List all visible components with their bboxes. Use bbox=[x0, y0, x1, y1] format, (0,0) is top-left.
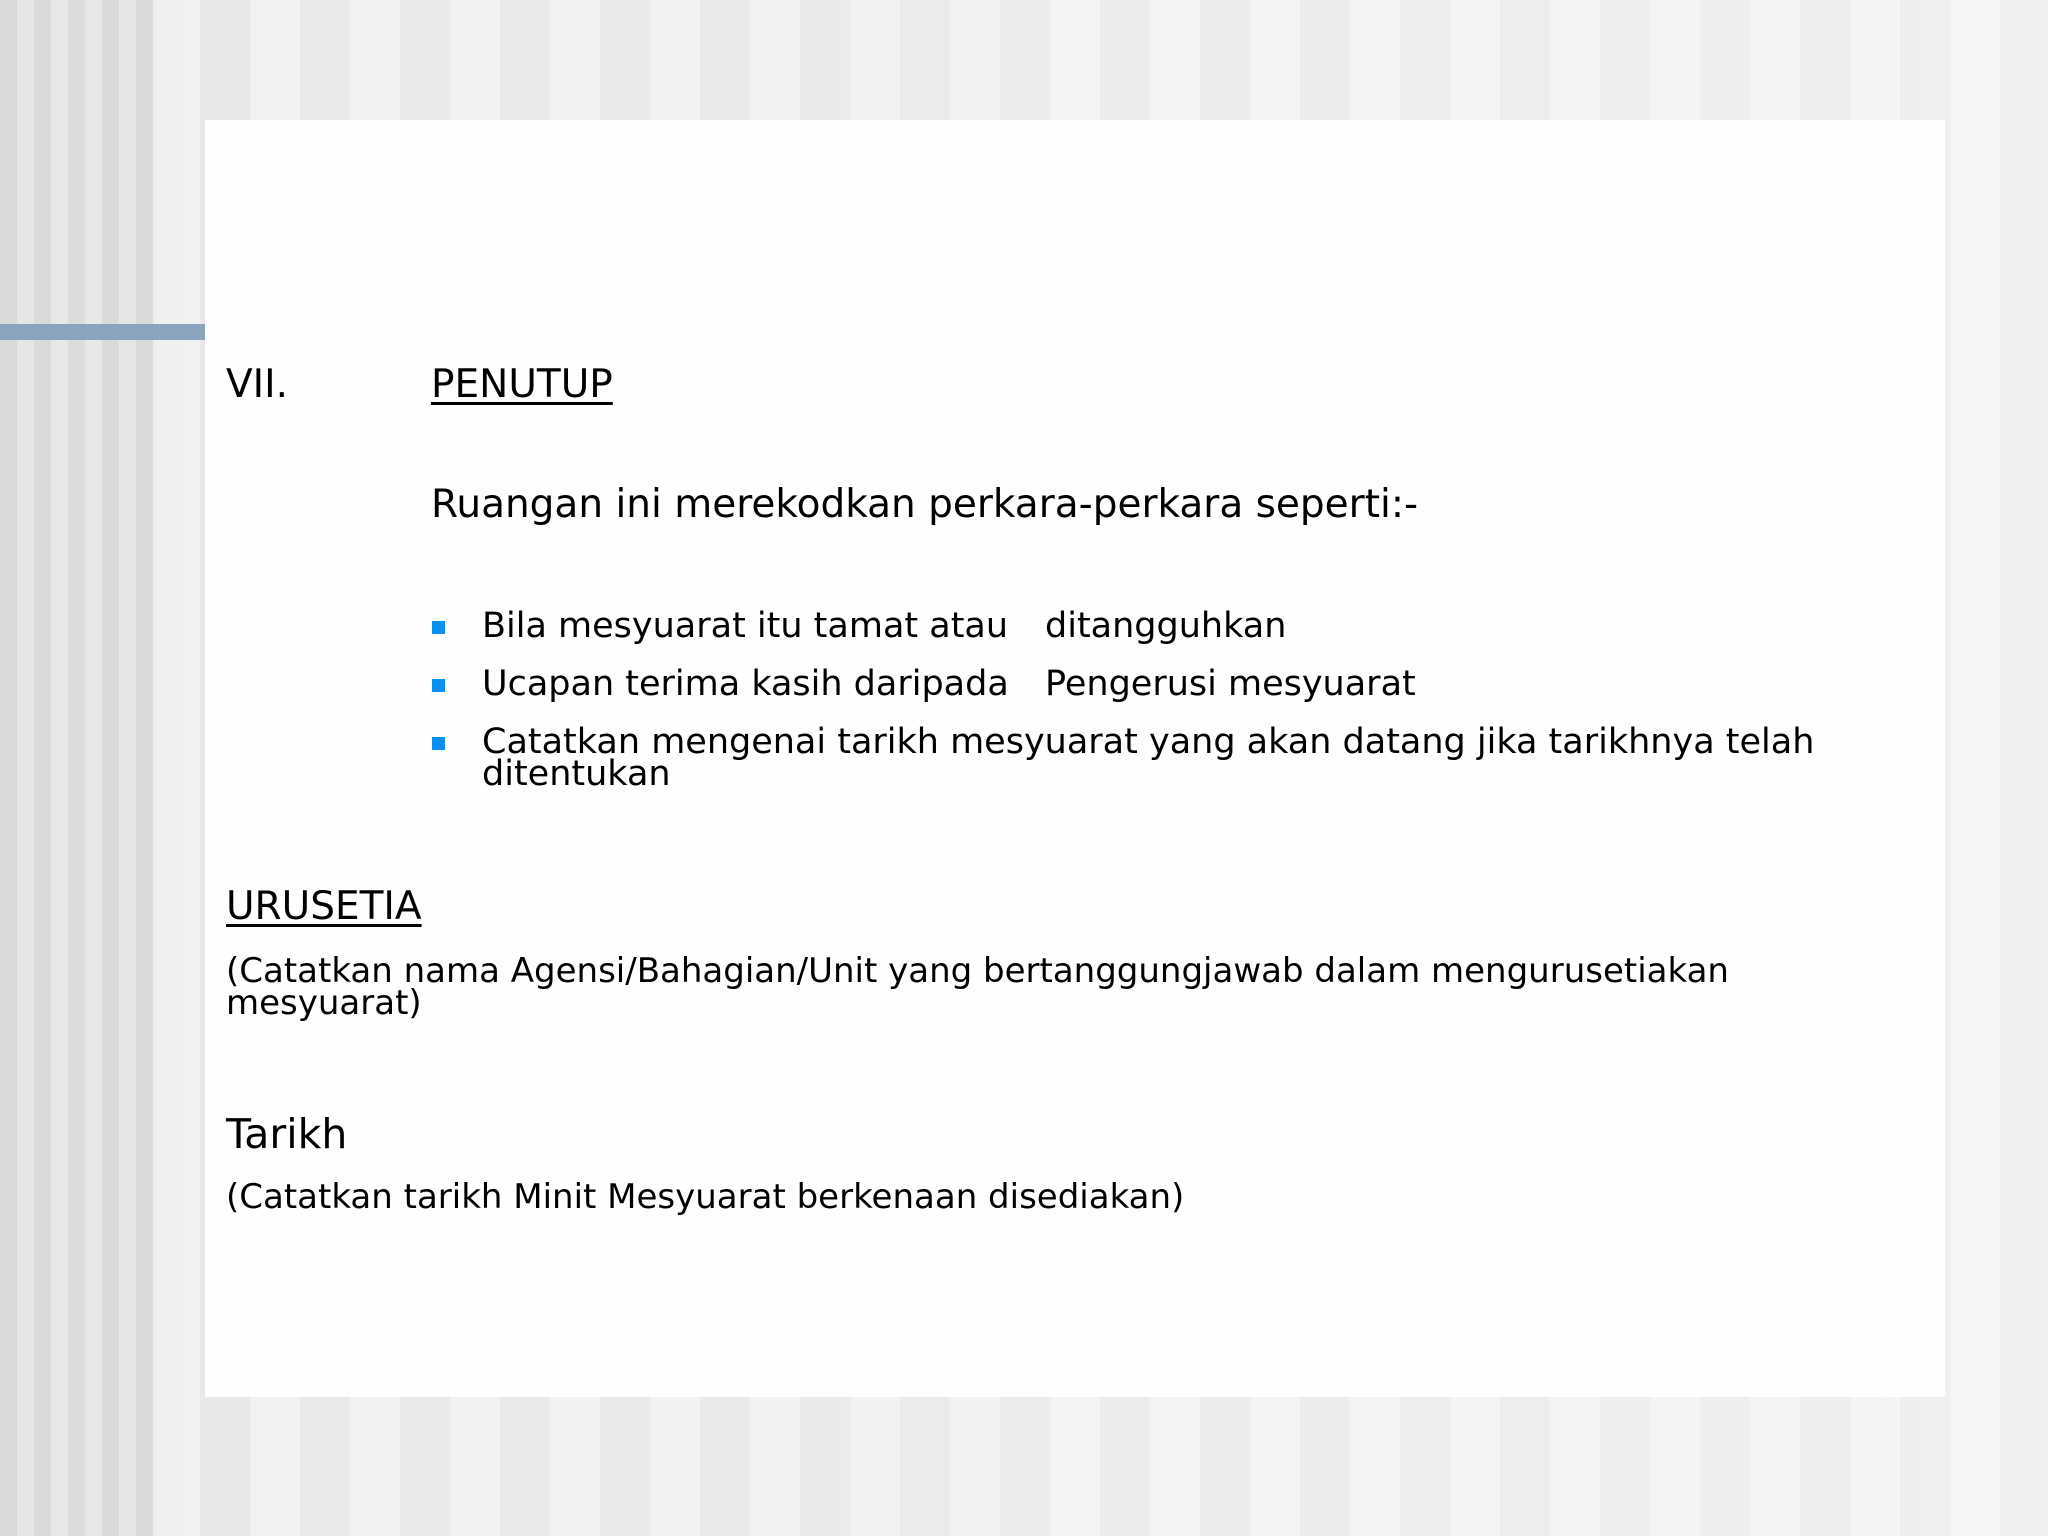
urusetia-note-line1: (Catatkan nama Agensi/Bahagian/Unit yang bertanggungjawab dalam mengurusetiakan bbox=[226, 951, 1729, 991]
urusetia-heading: URUSETIA bbox=[226, 884, 422, 929]
accent-bar bbox=[0, 324, 205, 340]
bullet-icon bbox=[432, 679, 445, 692]
list-item bbox=[482, 606, 1008, 646]
list-item-text-2: ditangguhkan bbox=[1045, 606, 1287, 646]
list-item-text: Ucapan terima kasih daripada bbox=[482, 664, 1009, 704]
background-stripes bbox=[0, 0, 153, 1536]
list-item bbox=[482, 722, 1814, 762]
tarikh-note: (Catatkan tarikh Minit Mesyuarat berkenaan disediakan) bbox=[226, 1177, 1185, 1217]
list-item-text-2: ditentukan bbox=[482, 754, 671, 794]
urusetia-note-line2: mesyuarat) bbox=[226, 983, 422, 1023]
list-item-text: Bila mesyuarat itu tamat atau bbox=[482, 606, 1009, 646]
list-item-text: Catatkan mengenai tarikh mesyuarat yang akan datang jika tarikhnya telah bbox=[482, 722, 1815, 762]
bullet-icon bbox=[432, 737, 445, 750]
tarikh-heading: Tarikh bbox=[226, 1110, 348, 1158]
list-item-text-2: Pengerusi mesyuarat bbox=[1045, 664, 1416, 704]
section-title: PENUTUP bbox=[431, 362, 613, 407]
intro-text: Ruangan ini merekodkan perkara-perkara seperti:- bbox=[431, 482, 1419, 527]
section-number: VII. bbox=[226, 362, 289, 407]
bullet-icon bbox=[432, 621, 445, 634]
list-item bbox=[482, 664, 1009, 704]
